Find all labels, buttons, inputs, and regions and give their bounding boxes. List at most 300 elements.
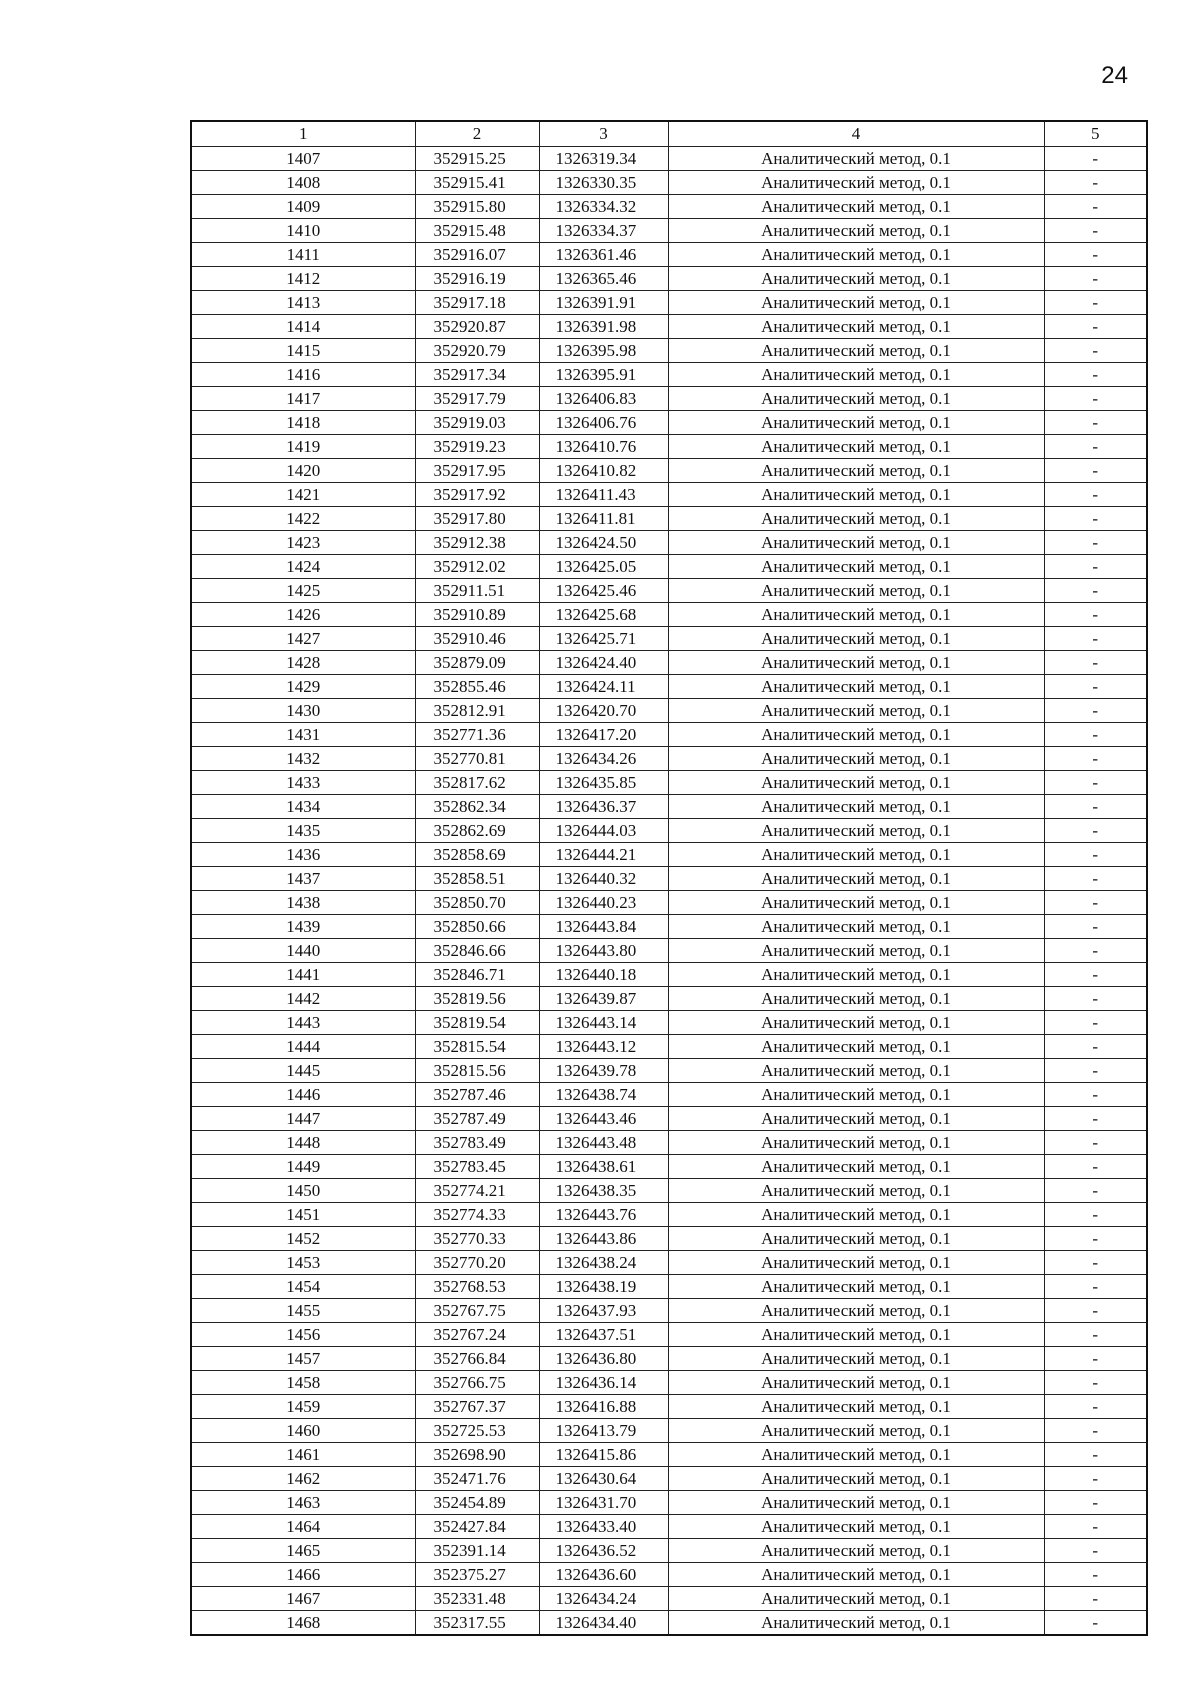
table-row xyxy=(191,1443,1147,1467)
description-cell: - xyxy=(1044,1299,1147,1323)
y-coordinate-cell: 1326330.35 xyxy=(539,171,668,195)
point-number-cell: 1407 xyxy=(191,147,415,171)
point-number-cell: 1461 xyxy=(191,1443,415,1467)
y-coordinate-cell: 1326406.83 xyxy=(539,387,668,411)
description-cell: - xyxy=(1044,843,1147,867)
point-number-cell: 1421 xyxy=(191,483,415,507)
description-cell: - xyxy=(1044,1491,1147,1515)
method-cell: Аналитический метод, 0.1 xyxy=(668,555,1044,579)
point-number-cell: 1429 xyxy=(191,675,415,699)
table-row xyxy=(191,987,1147,1011)
table-row xyxy=(191,1587,1147,1611)
method-cell: Аналитический метод, 0.1 xyxy=(668,1419,1044,1443)
point-number-cell: 1420 xyxy=(191,459,415,483)
x-coordinate-cell: 352768.53 xyxy=(415,1275,539,1299)
method-cell: Аналитический метод, 0.1 xyxy=(668,819,1044,843)
method-cell: Аналитический метод, 0.1 xyxy=(668,1131,1044,1155)
x-coordinate-cell: 352920.79 xyxy=(415,339,539,363)
description-cell: - xyxy=(1044,171,1147,195)
y-coordinate-cell: 1326443.76 xyxy=(539,1203,668,1227)
x-coordinate-cell: 352317.55 xyxy=(415,1611,539,1636)
y-coordinate-cell: 1326438.61 xyxy=(539,1155,668,1179)
description-cell: - xyxy=(1044,195,1147,219)
point-number-cell: 1428 xyxy=(191,651,415,675)
point-number-cell: 1412 xyxy=(191,267,415,291)
point-number-cell: 1416 xyxy=(191,363,415,387)
y-coordinate-cell: 1326443.86 xyxy=(539,1227,668,1251)
description-cell: - xyxy=(1044,459,1147,483)
y-coordinate-cell: 1326444.21 xyxy=(539,843,668,867)
x-coordinate-cell: 352391.14 xyxy=(415,1539,539,1563)
point-number-cell: 1425 xyxy=(191,579,415,603)
y-coordinate-cell: 1326361.46 xyxy=(539,243,668,267)
x-coordinate-cell: 352725.53 xyxy=(415,1419,539,1443)
table-row xyxy=(191,1299,1147,1323)
table-row xyxy=(191,1347,1147,1371)
table-body xyxy=(191,147,1147,1636)
description-cell: - xyxy=(1044,219,1147,243)
description-cell: - xyxy=(1044,891,1147,915)
column-header-3: 3 xyxy=(539,121,668,147)
description-cell: - xyxy=(1044,1443,1147,1467)
method-cell: Аналитический метод, 0.1 xyxy=(668,1467,1044,1491)
y-coordinate-cell: 1326436.52 xyxy=(539,1539,668,1563)
x-coordinate-cell: 352766.84 xyxy=(415,1347,539,1371)
y-coordinate-cell: 1326439.87 xyxy=(539,987,668,1011)
method-cell: Аналитический метод, 0.1 xyxy=(668,891,1044,915)
y-coordinate-cell: 1326439.78 xyxy=(539,1059,668,1083)
point-number-cell: 1423 xyxy=(191,531,415,555)
point-number-cell: 1458 xyxy=(191,1371,415,1395)
x-coordinate-cell: 352858.51 xyxy=(415,867,539,891)
description-cell: - xyxy=(1044,1227,1147,1251)
description-cell: - xyxy=(1044,771,1147,795)
x-coordinate-cell: 352916.07 xyxy=(415,243,539,267)
y-coordinate-cell: 1326430.64 xyxy=(539,1467,668,1491)
table-row xyxy=(191,1395,1147,1419)
table-row xyxy=(191,1035,1147,1059)
column-header-5: 5 xyxy=(1044,121,1147,147)
description-cell: - xyxy=(1044,915,1147,939)
point-number-cell: 1464 xyxy=(191,1515,415,1539)
table-row xyxy=(191,1515,1147,1539)
x-coordinate-cell: 352770.81 xyxy=(415,747,539,771)
x-coordinate-cell: 352771.36 xyxy=(415,723,539,747)
method-cell: Аналитический метод, 0.1 xyxy=(668,651,1044,675)
method-cell: Аналитический метод, 0.1 xyxy=(668,1251,1044,1275)
method-cell: Аналитический метод, 0.1 xyxy=(668,579,1044,603)
method-cell: Аналитический метод, 0.1 xyxy=(668,675,1044,699)
y-coordinate-cell: 1326443.80 xyxy=(539,939,668,963)
y-coordinate-cell: 1326443.46 xyxy=(539,1107,668,1131)
page-number: 24 xyxy=(1101,62,1128,89)
y-coordinate-cell: 1326425.71 xyxy=(539,627,668,651)
description-cell: - xyxy=(1044,723,1147,747)
y-coordinate-cell: 1326436.37 xyxy=(539,795,668,819)
description-cell: - xyxy=(1044,1035,1147,1059)
x-coordinate-cell: 352783.49 xyxy=(415,1131,539,1155)
table-row xyxy=(191,291,1147,315)
description-cell: - xyxy=(1044,1155,1147,1179)
x-coordinate-cell: 352766.75 xyxy=(415,1371,539,1395)
y-coordinate-cell: 1326334.32 xyxy=(539,195,668,219)
description-cell: - xyxy=(1044,963,1147,987)
y-coordinate-cell: 1326440.32 xyxy=(539,867,668,891)
point-number-cell: 1463 xyxy=(191,1491,415,1515)
y-coordinate-cell: 1326410.76 xyxy=(539,435,668,459)
point-number-cell: 1438 xyxy=(191,891,415,915)
point-number-cell: 1436 xyxy=(191,843,415,867)
method-cell: Аналитический метод, 0.1 xyxy=(668,459,1044,483)
x-coordinate-cell: 352917.34 xyxy=(415,363,539,387)
description-cell: - xyxy=(1044,1107,1147,1131)
method-cell: Аналитический метод, 0.1 xyxy=(668,1107,1044,1131)
table-row xyxy=(191,915,1147,939)
x-coordinate-cell: 352916.19 xyxy=(415,267,539,291)
point-number-cell: 1411 xyxy=(191,243,415,267)
x-coordinate-cell: 352917.95 xyxy=(415,459,539,483)
description-cell: - xyxy=(1044,1563,1147,1587)
x-coordinate-cell: 352815.54 xyxy=(415,1035,539,1059)
point-number-cell: 1422 xyxy=(191,507,415,531)
description-cell: - xyxy=(1044,1395,1147,1419)
point-number-cell: 1408 xyxy=(191,171,415,195)
table-row xyxy=(191,675,1147,699)
method-cell: Аналитический метод, 0.1 xyxy=(668,1227,1044,1251)
description-cell: - xyxy=(1044,579,1147,603)
table-row xyxy=(191,1419,1147,1443)
point-number-cell: 1466 xyxy=(191,1563,415,1587)
method-cell: Аналитический метод, 0.1 xyxy=(668,1563,1044,1587)
y-coordinate-cell: 1326391.91 xyxy=(539,291,668,315)
x-coordinate-cell: 352915.80 xyxy=(415,195,539,219)
method-cell: Аналитический метод, 0.1 xyxy=(668,915,1044,939)
table-row xyxy=(191,243,1147,267)
description-cell: - xyxy=(1044,795,1147,819)
x-coordinate-cell: 352774.33 xyxy=(415,1203,539,1227)
y-coordinate-cell: 1326436.14 xyxy=(539,1371,668,1395)
method-cell: Аналитический метод, 0.1 xyxy=(668,867,1044,891)
method-cell: Аналитический метод, 0.1 xyxy=(668,747,1044,771)
table-row xyxy=(191,1611,1147,1636)
y-coordinate-cell: 1326443.48 xyxy=(539,1131,668,1155)
x-coordinate-cell: 352862.69 xyxy=(415,819,539,843)
y-coordinate-cell: 1326410.82 xyxy=(539,459,668,483)
y-coordinate-cell: 1326434.24 xyxy=(539,1587,668,1611)
point-number-cell: 1451 xyxy=(191,1203,415,1227)
method-cell: Аналитический метод, 0.1 xyxy=(668,1539,1044,1563)
method-cell: Аналитический метод, 0.1 xyxy=(668,627,1044,651)
method-cell: Аналитический метод, 0.1 xyxy=(668,363,1044,387)
y-coordinate-cell: 1326425.68 xyxy=(539,603,668,627)
y-coordinate-cell: 1326391.98 xyxy=(539,315,668,339)
y-coordinate-cell: 1326420.70 xyxy=(539,699,668,723)
description-cell: - xyxy=(1044,1179,1147,1203)
table-row xyxy=(191,747,1147,771)
point-number-cell: 1443 xyxy=(191,1011,415,1035)
description-cell: - xyxy=(1044,1059,1147,1083)
y-coordinate-cell: 1326425.46 xyxy=(539,579,668,603)
table-row xyxy=(191,267,1147,291)
description-cell: - xyxy=(1044,363,1147,387)
table-row xyxy=(191,939,1147,963)
method-cell: Аналитический метод, 0.1 xyxy=(668,1299,1044,1323)
y-coordinate-cell: 1326444.03 xyxy=(539,819,668,843)
description-cell: - xyxy=(1044,1539,1147,1563)
point-number-cell: 1432 xyxy=(191,747,415,771)
x-coordinate-cell: 352915.25 xyxy=(415,147,539,171)
x-coordinate-cell: 352783.45 xyxy=(415,1155,539,1179)
point-number-cell: 1455 xyxy=(191,1299,415,1323)
y-coordinate-cell: 1326434.40 xyxy=(539,1611,668,1636)
table-row xyxy=(191,195,1147,219)
description-cell: - xyxy=(1044,1611,1147,1636)
x-coordinate-cell: 352770.33 xyxy=(415,1227,539,1251)
method-cell: Аналитический метод, 0.1 xyxy=(668,219,1044,243)
point-number-cell: 1448 xyxy=(191,1131,415,1155)
table-row xyxy=(191,1467,1147,1491)
point-number-cell: 1410 xyxy=(191,219,415,243)
description-cell: - xyxy=(1044,147,1147,171)
x-coordinate-cell: 352912.02 xyxy=(415,555,539,579)
point-number-cell: 1419 xyxy=(191,435,415,459)
description-cell: - xyxy=(1044,1515,1147,1539)
description-cell: - xyxy=(1044,699,1147,723)
y-coordinate-cell: 1326438.74 xyxy=(539,1083,668,1107)
description-cell: - xyxy=(1044,1347,1147,1371)
x-coordinate-cell: 352815.56 xyxy=(415,1059,539,1083)
point-number-cell: 1409 xyxy=(191,195,415,219)
x-coordinate-cell: 352910.89 xyxy=(415,603,539,627)
point-number-cell: 1449 xyxy=(191,1155,415,1179)
y-coordinate-cell: 1326416.88 xyxy=(539,1395,668,1419)
method-cell: Аналитический метод, 0.1 xyxy=(668,1035,1044,1059)
description-cell: - xyxy=(1044,291,1147,315)
point-number-cell: 1467 xyxy=(191,1587,415,1611)
method-cell: Аналитический метод, 0.1 xyxy=(668,315,1044,339)
x-coordinate-cell: 352767.24 xyxy=(415,1323,539,1347)
table-row xyxy=(191,651,1147,675)
description-cell: - xyxy=(1044,411,1147,435)
table-row xyxy=(191,1203,1147,1227)
table-row xyxy=(191,1155,1147,1179)
point-number-cell: 1414 xyxy=(191,315,415,339)
y-coordinate-cell: 1326411.81 xyxy=(539,507,668,531)
table-row xyxy=(191,627,1147,651)
table-row xyxy=(191,771,1147,795)
description-cell: - xyxy=(1044,435,1147,459)
table-row xyxy=(191,603,1147,627)
point-number-cell: 1427 xyxy=(191,627,415,651)
y-coordinate-cell: 1326425.05 xyxy=(539,555,668,579)
description-cell: - xyxy=(1044,675,1147,699)
table-row xyxy=(191,891,1147,915)
description-cell: - xyxy=(1044,627,1147,651)
point-number-cell: 1454 xyxy=(191,1275,415,1299)
table-header-row xyxy=(191,121,1147,147)
table-row xyxy=(191,315,1147,339)
table-row xyxy=(191,339,1147,363)
table-row xyxy=(191,1371,1147,1395)
y-coordinate-cell: 1326413.79 xyxy=(539,1419,668,1443)
table-row xyxy=(191,219,1147,243)
point-number-cell: 1417 xyxy=(191,387,415,411)
point-number-cell: 1447 xyxy=(191,1107,415,1131)
x-coordinate-cell: 352862.34 xyxy=(415,795,539,819)
y-coordinate-cell: 1326443.12 xyxy=(539,1035,668,1059)
y-coordinate-cell: 1326434.26 xyxy=(539,747,668,771)
y-coordinate-cell: 1326440.18 xyxy=(539,963,668,987)
y-coordinate-cell: 1326443.14 xyxy=(539,1011,668,1035)
description-cell: - xyxy=(1044,867,1147,891)
x-coordinate-cell: 352698.90 xyxy=(415,1443,539,1467)
method-cell: Аналитический метод, 0.1 xyxy=(668,939,1044,963)
description-cell: - xyxy=(1044,267,1147,291)
point-number-cell: 1426 xyxy=(191,603,415,627)
point-number-cell: 1437 xyxy=(191,867,415,891)
point-number-cell: 1459 xyxy=(191,1395,415,1419)
point-number-cell: 1450 xyxy=(191,1179,415,1203)
description-cell: - xyxy=(1044,387,1147,411)
method-cell: Аналитический метод, 0.1 xyxy=(668,531,1044,555)
point-number-cell: 1435 xyxy=(191,819,415,843)
y-coordinate-cell: 1326438.24 xyxy=(539,1251,668,1275)
table-row xyxy=(191,1491,1147,1515)
y-coordinate-cell: 1326319.34 xyxy=(539,147,668,171)
description-cell: - xyxy=(1044,507,1147,531)
description-cell: - xyxy=(1044,1083,1147,1107)
point-number-cell: 1415 xyxy=(191,339,415,363)
method-cell: Аналитический метод, 0.1 xyxy=(668,339,1044,363)
table-row xyxy=(191,363,1147,387)
x-coordinate-cell: 352920.87 xyxy=(415,315,539,339)
description-cell: - xyxy=(1044,651,1147,675)
x-coordinate-cell: 352917.18 xyxy=(415,291,539,315)
description-cell: - xyxy=(1044,939,1147,963)
table-row xyxy=(191,963,1147,987)
table-row xyxy=(191,1083,1147,1107)
x-coordinate-cell: 352912.38 xyxy=(415,531,539,555)
method-cell: Аналитический метод, 0.1 xyxy=(668,1179,1044,1203)
method-cell: Аналитический метод, 0.1 xyxy=(668,603,1044,627)
y-coordinate-cell: 1326437.93 xyxy=(539,1299,668,1323)
y-coordinate-cell: 1326436.80 xyxy=(539,1347,668,1371)
x-coordinate-cell: 352787.49 xyxy=(415,1107,539,1131)
x-coordinate-cell: 352915.48 xyxy=(415,219,539,243)
point-number-cell: 1465 xyxy=(191,1539,415,1563)
description-cell: - xyxy=(1044,1275,1147,1299)
method-cell: Аналитический метод, 0.1 xyxy=(668,987,1044,1011)
y-coordinate-cell: 1326424.11 xyxy=(539,675,668,699)
method-cell: Аналитический метод, 0.1 xyxy=(668,483,1044,507)
method-cell: Аналитический метод, 0.1 xyxy=(668,147,1044,171)
description-cell: - xyxy=(1044,483,1147,507)
table-row xyxy=(191,1563,1147,1587)
x-coordinate-cell: 352846.71 xyxy=(415,963,539,987)
x-coordinate-cell: 352819.56 xyxy=(415,987,539,1011)
point-number-cell: 1418 xyxy=(191,411,415,435)
x-coordinate-cell: 352375.27 xyxy=(415,1563,539,1587)
method-cell: Аналитический метод, 0.1 xyxy=(668,1155,1044,1179)
table-row xyxy=(191,147,1147,171)
point-number-cell: 1441 xyxy=(191,963,415,987)
x-coordinate-cell: 352812.91 xyxy=(415,699,539,723)
description-cell: - xyxy=(1044,819,1147,843)
table-row xyxy=(191,1179,1147,1203)
x-coordinate-cell: 352850.66 xyxy=(415,915,539,939)
table-row xyxy=(191,555,1147,579)
point-number-cell: 1468 xyxy=(191,1611,415,1636)
x-coordinate-cell: 352331.48 xyxy=(415,1587,539,1611)
x-coordinate-cell: 352915.41 xyxy=(415,171,539,195)
x-coordinate-cell: 352910.46 xyxy=(415,627,539,651)
x-coordinate-cell: 352919.03 xyxy=(415,411,539,435)
x-coordinate-cell: 352767.37 xyxy=(415,1395,539,1419)
method-cell: Аналитический метод, 0.1 xyxy=(668,771,1044,795)
method-cell: Аналитический метод, 0.1 xyxy=(668,1347,1044,1371)
point-number-cell: 1462 xyxy=(191,1467,415,1491)
x-coordinate-cell: 352770.20 xyxy=(415,1251,539,1275)
point-number-cell: 1413 xyxy=(191,291,415,315)
y-coordinate-cell: 1326395.91 xyxy=(539,363,668,387)
method-cell: Аналитический метод, 0.1 xyxy=(668,843,1044,867)
method-cell: Аналитический метод, 0.1 xyxy=(668,723,1044,747)
method-cell: Аналитический метод, 0.1 xyxy=(668,507,1044,531)
point-number-cell: 1434 xyxy=(191,795,415,819)
point-number-cell: 1452 xyxy=(191,1227,415,1251)
point-number-cell: 1457 xyxy=(191,1347,415,1371)
point-number-cell: 1444 xyxy=(191,1035,415,1059)
x-coordinate-cell: 352471.76 xyxy=(415,1467,539,1491)
description-cell: - xyxy=(1044,315,1147,339)
y-coordinate-cell: 1326431.70 xyxy=(539,1491,668,1515)
coordinates-table-wrapper xyxy=(190,120,1146,1636)
description-cell: - xyxy=(1044,531,1147,555)
description-cell: - xyxy=(1044,1203,1147,1227)
table-row xyxy=(191,1059,1147,1083)
x-coordinate-cell: 352767.75 xyxy=(415,1299,539,1323)
y-coordinate-cell: 1326395.98 xyxy=(539,339,668,363)
description-cell: - xyxy=(1044,603,1147,627)
description-cell: - xyxy=(1044,1419,1147,1443)
y-coordinate-cell: 1326365.46 xyxy=(539,267,668,291)
method-cell: Аналитический метод, 0.1 xyxy=(668,699,1044,723)
table-row xyxy=(191,507,1147,531)
description-cell: - xyxy=(1044,747,1147,771)
method-cell: Аналитический метод, 0.1 xyxy=(668,1011,1044,1035)
method-cell: Аналитический метод, 0.1 xyxy=(668,243,1044,267)
point-number-cell: 1424 xyxy=(191,555,415,579)
method-cell: Аналитический метод, 0.1 xyxy=(668,171,1044,195)
table-row xyxy=(191,411,1147,435)
y-coordinate-cell: 1326433.40 xyxy=(539,1515,668,1539)
point-number-cell: 1433 xyxy=(191,771,415,795)
x-coordinate-cell: 352787.46 xyxy=(415,1083,539,1107)
table-row xyxy=(191,819,1147,843)
table-row xyxy=(191,483,1147,507)
y-coordinate-cell: 1326424.40 xyxy=(539,651,668,675)
column-header-4: 4 xyxy=(668,121,1044,147)
description-cell: - xyxy=(1044,1011,1147,1035)
column-header-1: 1 xyxy=(191,121,415,147)
description-cell: - xyxy=(1044,987,1147,1011)
description-cell: - xyxy=(1044,555,1147,579)
method-cell: Аналитический метод, 0.1 xyxy=(668,1275,1044,1299)
y-coordinate-cell: 1326443.84 xyxy=(539,915,668,939)
x-coordinate-cell: 352911.51 xyxy=(415,579,539,603)
y-coordinate-cell: 1326334.37 xyxy=(539,219,668,243)
x-coordinate-cell: 352454.89 xyxy=(415,1491,539,1515)
